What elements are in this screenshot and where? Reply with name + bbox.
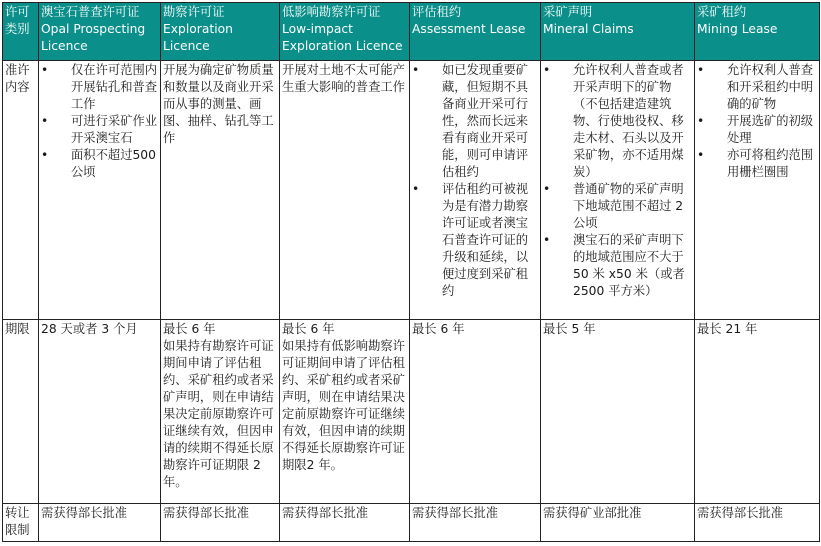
header-row (3, 3, 820, 61)
list-item: • 如已发现重要矿藏，但短期不具备商业开采可行性，然而长远来看有商业开采可能，则可申请评估租约 (412, 62, 538, 181)
cell-transfer-claims: 需获得矿业部批准 (541, 504, 695, 542)
header-low-impact-en: Low-impact Exploration Licence (282, 22, 403, 53)
cell-term-exploration: 最长 6 年 如果持有勘察许可证期间申请了评估租约、采矿租约或者采矿声明，则在申请结果决定前原勘察许可证继续有效，但因申请的续期不得延长原勘察许可证期限 2 年。 (161, 320, 280, 504)
header-assessment-cn: 评估租约 (412, 5, 462, 19)
header-claims (541, 3, 695, 61)
row-transfer-label: 转让限制 (3, 504, 39, 542)
list-item: • 开展选矿的初级处理 (697, 113, 817, 147)
header-exploration (161, 3, 280, 61)
header-lease-cn: 采矿租约 (697, 5, 747, 19)
header-opal-cn: 澳宝石普查许可证 (41, 5, 140, 19)
list-item: • 面积不超过500 公顷 (41, 147, 158, 181)
cell-permitted-low-impact: 开展对土地不太可能产生重大影响的普查工作 (280, 61, 410, 320)
header-category (3, 3, 39, 61)
cell-permitted-lease (695, 61, 820, 320)
cell-permitted-opal (39, 61, 161, 320)
header-assessment (410, 3, 541, 61)
licence-comparison-table (2, 2, 820, 542)
list-permitted-lease (697, 62, 817, 181)
cell-permitted-claims (541, 61, 695, 320)
cell-term-lease: 最长 21 年 (695, 320, 820, 504)
header-opal (39, 3, 161, 61)
list-permitted-opal (41, 62, 158, 181)
list-permitted-claims (543, 62, 692, 300)
cell-term-assessment: 最长 6 年 (410, 320, 541, 504)
list-item: • 普通矿物的采矿声明下地域范围不超过 2 公顷 (543, 181, 692, 232)
row-term-label: 期限 (3, 320, 39, 504)
header-lease-en: Mining Lease (697, 22, 778, 36)
list-item: • 澳宝石的采矿声明下的地域范围应不大于50 米 x50 米（或者2500 平方米） (543, 232, 692, 300)
header-low-impact (280, 3, 410, 61)
list-item: • 允许权利人普查和开采租约中明确的矿物 (697, 62, 817, 113)
header-exploration-en: Exploration Licence (163, 22, 233, 53)
cell-permitted-assessment (410, 61, 541, 320)
header-assessment-en: Assessment Lease (412, 22, 526, 36)
cell-transfer-assessment: 需获得部长批准 (410, 504, 541, 542)
header-category-label: 许可类别 (5, 5, 30, 36)
cell-transfer-lease: 需获得部长批准 (695, 504, 820, 542)
list-item: • 亦可将租约范围用栅栏圈围 (697, 147, 817, 181)
cell-permitted-exploration: 开展为确定矿物质量和数量以及商业开采而从事的测量、画图、抽样、钻孔等工作 (161, 61, 280, 320)
cell-transfer-opal: 需获得部长批准 (39, 504, 161, 542)
header-claims-cn: 采矿声明 (543, 5, 593, 19)
cell-transfer-exploration: 需获得部长批准 (161, 504, 280, 542)
header-lease (695, 3, 820, 61)
cell-term-claims: 最长 5 年 (541, 320, 695, 504)
row-permitted (3, 61, 820, 320)
header-low-impact-cn: 低影响勘察许可证 (282, 5, 381, 19)
list-item: • 仅在许可范围内开展钻孔和普查工作 (41, 62, 158, 113)
header-claims-en: Mineral Claims (543, 22, 634, 36)
list-item: • 评估租约可被视为是有潜力勘察许可证或者澳宝石普查许可证的升级和延续，以便过度到采矿租约 (412, 181, 538, 300)
header-exploration-cn: 勘察许可证 (163, 5, 225, 19)
cell-term-low-impact: 最长 6 年 如果持有低影响勘察许可证期间申请了评估租约、采矿租约或者采矿声明，则在申请结果决定前原勘察许可证继续有效，但因申请的续期不得延长原勘察许可证期限2 年。 (280, 320, 410, 504)
header-opal-en: Opal Prospecting Licence (41, 22, 146, 53)
list-permitted-assessment (412, 62, 538, 300)
cell-term-opal: 28 天或者 3 个月 (39, 320, 161, 504)
row-term (3, 320, 820, 504)
row-permitted-label: 准许内容 (3, 61, 39, 320)
cell-transfer-low-impact: 需获得部长批准 (280, 504, 410, 542)
list-item: • 允许权利人普查或者开采声明下的矿物（不包括建造建筑物、行使地役权、移走木材、石头以及开采矿物，亦不适用煤炭） (543, 62, 692, 181)
row-transfer (3, 504, 820, 542)
list-item: • 可进行采矿作业开采澳宝石 (41, 113, 158, 147)
